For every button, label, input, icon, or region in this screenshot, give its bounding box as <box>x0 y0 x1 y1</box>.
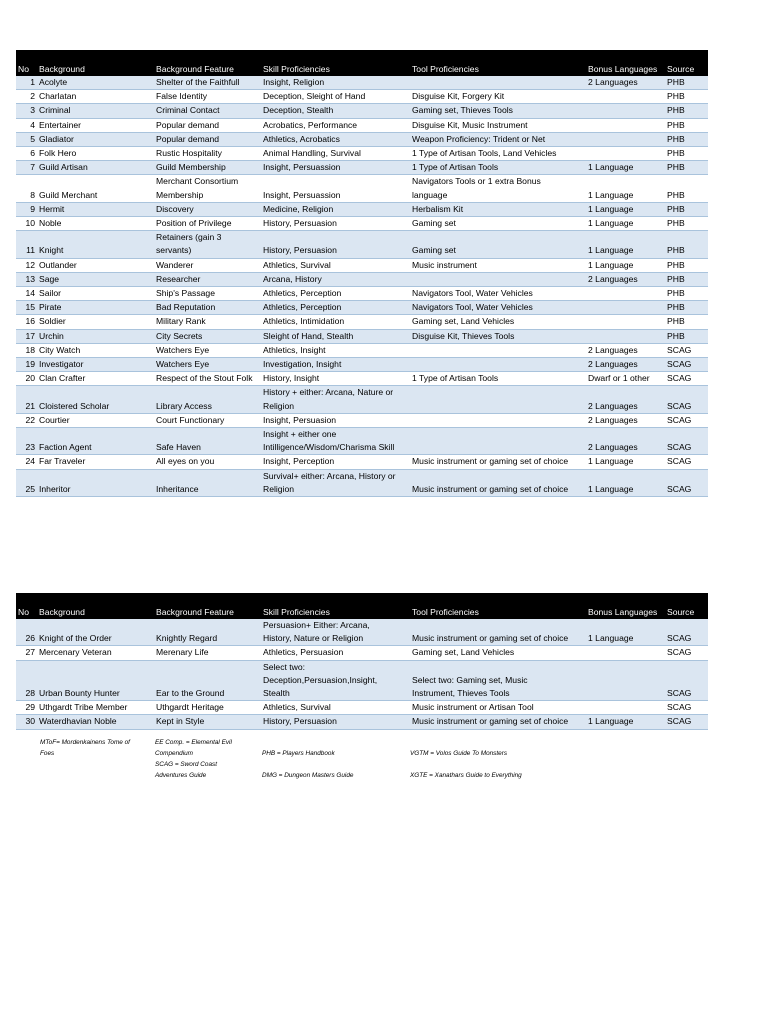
cell-tool-proficiencies <box>410 272 586 286</box>
cell-bonus-languages <box>586 701 665 715</box>
header-bonus-languages: Bonus Languages <box>588 606 658 617</box>
cell-no: 5 <box>16 132 37 146</box>
cell-tool-proficiencies: Herbalism Kit <box>410 202 586 216</box>
cell-bonus-languages <box>586 104 665 118</box>
cell-background-feature: Criminal Contact <box>154 104 261 118</box>
cell-tool-proficiencies <box>410 428 586 455</box>
cell-skill-proficiencies: Athletics, Survival <box>261 701 410 715</box>
cell-skill-proficiencies: Deception, Sleight of Hand <box>261 90 410 104</box>
cell-no: 9 <box>16 202 37 216</box>
cell-background-feature: Ear to the Ground <box>154 660 261 701</box>
cell-skill-proficiencies: Survival+ either: Arcana, History or Religion <box>261 469 410 496</box>
cell-background-feature: Merenary Life <box>154 646 261 660</box>
cell-skill-proficiencies: Investigation, Insight <box>261 358 410 372</box>
cell-bonus-languages: 2 Languages <box>586 343 665 357</box>
table-row <box>16 202 708 216</box>
cell-skill-proficiencies: Insight, Religion <box>261 76 410 90</box>
cell-source: PHB <box>665 147 708 161</box>
cell-bonus-languages <box>586 646 665 660</box>
cell-skill-proficiencies: Insight, Persuassion <box>261 161 410 175</box>
cell-tool-proficiencies: Weapon Proficiency: Trident or Net <box>410 132 586 146</box>
cell-background-feature: Library Access <box>154 386 261 413</box>
cell-background: Gladiator <box>37 132 154 146</box>
cell-background: Soldier <box>37 315 154 329</box>
cell-bonus-languages: 1 Language <box>586 469 665 496</box>
cell-bonus-languages: 2 Languages <box>586 272 665 286</box>
cell-background: Urchin <box>37 329 154 343</box>
table-row <box>16 413 708 427</box>
cell-no: 29 <box>16 701 37 715</box>
table-row <box>16 287 708 301</box>
table-header-row <box>16 50 708 76</box>
cell-tool-proficiencies <box>410 343 586 357</box>
cell-tool-proficiencies: Navigators Tool, Water Vehicles <box>410 287 586 301</box>
header-source: Source <box>667 606 695 617</box>
cell-bonus-languages <box>586 118 665 132</box>
table-row <box>16 428 708 455</box>
cell-bonus-languages <box>586 132 665 146</box>
cell-skill-proficiencies: Athletics, Insight <box>261 343 410 357</box>
table-row <box>16 701 708 715</box>
cell-no: 3 <box>16 104 37 118</box>
table-header-row <box>16 593 708 619</box>
cell-tool-proficiencies: Music instrument or gaming set of choice <box>410 455 586 469</box>
cell-source: SCAG <box>665 358 708 372</box>
cell-background-feature: City Secrets <box>154 329 261 343</box>
cell-tool-proficiencies: 1 Type of Artisan Tools <box>410 372 586 386</box>
cell-background-feature: Respect of the Stout Folk <box>154 372 261 386</box>
table-row <box>16 619 708 646</box>
cell-background-feature: Guild Membership <box>154 161 261 175</box>
cell-background-feature: Ship's Passage <box>154 287 261 301</box>
cell-no: 22 <box>16 413 37 427</box>
cell-bonus-languages: 1 Language <box>586 619 665 646</box>
cell-source: SCAG <box>665 660 708 701</box>
cell-source: SCAG <box>665 469 708 496</box>
cell-background: Mercenary Veteran <box>37 646 154 660</box>
cell-background: Guild Merchant <box>37 175 154 202</box>
cell-tool-proficiencies: Music instrument or gaming set of choice <box>410 715 586 729</box>
cell-background-feature: Rustic Hospitality <box>154 147 261 161</box>
cell-background-feature: Uthgardt Heritage <box>154 701 261 715</box>
cell-background: Knight <box>37 231 154 258</box>
cell-background: Criminal <box>37 104 154 118</box>
table-row <box>16 315 708 329</box>
cell-no: 8 <box>16 175 37 202</box>
cell-skill-proficiencies: Acrobatics, Performance <box>261 118 410 132</box>
table-row <box>16 90 708 104</box>
cell-tool-proficiencies: Disguise Kit, Forgery Kit <box>410 90 586 104</box>
cell-no: 26 <box>16 619 37 646</box>
cell-background: Investigator <box>37 358 154 372</box>
cell-no: 13 <box>16 272 37 286</box>
cell-source: PHB <box>665 231 708 258</box>
cell-background-feature: All eyes on you <box>154 455 261 469</box>
cell-bonus-languages: 1 Language <box>586 455 665 469</box>
cell-skill-proficiencies: Insight + either one Intilligence/Wisdom/Charisma Skill <box>261 428 410 455</box>
cell-no: 21 <box>16 386 37 413</box>
cell-bonus-languages <box>586 301 665 315</box>
table-row <box>16 175 708 202</box>
cell-source: SCAG <box>665 372 708 386</box>
cell-source: SCAG <box>665 619 708 646</box>
header-bonus-languages: Bonus Languages <box>588 63 658 74</box>
cell-no: 16 <box>16 315 37 329</box>
cell-tool-proficiencies: Gaming set, Land Vehicles <box>410 315 586 329</box>
cell-no: 25 <box>16 469 37 496</box>
cell-background-feature: False Identity <box>154 90 261 104</box>
cell-background-feature: Popular demand <box>154 132 261 146</box>
cell-source: PHB <box>665 301 708 315</box>
cell-source: PHB <box>665 315 708 329</box>
cell-skill-proficiencies: Select two: Deception,Persuasion,Insight, Stealth <box>261 660 410 701</box>
cell-background-feature: Inheritance <box>154 469 261 496</box>
table-row <box>16 147 708 161</box>
cell-background: Guild Artisan <box>37 161 154 175</box>
cell-tool-proficiencies <box>410 358 586 372</box>
cell-background: Entertainer <box>37 118 154 132</box>
table-row <box>16 343 708 357</box>
cell-background-feature: Safe Haven <box>154 428 261 455</box>
cell-background-feature: Popular demand <box>154 118 261 132</box>
cell-tool-proficiencies: Gaming set, Land Vehicles <box>410 646 586 660</box>
header-no: No <box>18 606 29 617</box>
cell-background: Urban Bounty Hunter <box>37 660 154 701</box>
cell-tool-proficiencies: Gaming set, Thieves Tools <box>410 104 586 118</box>
cell-skill-proficiencies: Athletics, Persuasion <box>261 646 410 660</box>
cell-no: 14 <box>16 287 37 301</box>
cell-bonus-languages <box>586 90 665 104</box>
cell-bonus-languages: 1 Language <box>586 231 665 258</box>
cell-background-feature: Bad Reputation <box>154 301 261 315</box>
cell-bonus-languages: 2 Languages <box>586 76 665 90</box>
note-xgte: XGTE = Xanathars Guide to Everything <box>410 772 522 779</box>
cell-background: Clan Crafter <box>37 372 154 386</box>
cell-skill-proficiencies: Animal Handling, Survival <box>261 147 410 161</box>
cell-background: Folk Hero <box>37 147 154 161</box>
table-row <box>16 469 708 496</box>
cell-tool-proficiencies: Music instrument <box>410 258 586 272</box>
table-row <box>16 231 708 258</box>
cell-source: PHB <box>665 132 708 146</box>
cell-background: Sage <box>37 272 154 286</box>
cell-tool-proficiencies: Music instrument or gaming set of choice <box>410 619 586 646</box>
cell-skill-proficiencies: Athletics, Acrobatics <box>261 132 410 146</box>
cell-skill-proficiencies: Athletics, Perception <box>261 301 410 315</box>
table-row <box>16 258 708 272</box>
cell-no: 18 <box>16 343 37 357</box>
cell-no: 6 <box>16 147 37 161</box>
cell-source: SCAG <box>665 343 708 357</box>
header-background-feature: Background Feature <box>156 606 234 617</box>
cell-bonus-languages: 1 Language <box>586 175 665 202</box>
table-row <box>16 104 708 118</box>
cell-background-feature: Kept in Style <box>154 715 261 729</box>
cell-no: 30 <box>16 715 37 729</box>
cell-source: PHB <box>665 287 708 301</box>
cell-background-feature: Watchers Eye <box>154 358 261 372</box>
cell-background: Hermit <box>37 202 154 216</box>
cell-background-feature: Watchers Eye <box>154 343 261 357</box>
cell-tool-proficiencies <box>410 386 586 413</box>
cell-bonus-languages <box>586 660 665 701</box>
table-row <box>16 329 708 343</box>
cell-background-feature: Discovery <box>154 202 261 216</box>
cell-source: SCAG <box>665 455 708 469</box>
cell-tool-proficiencies: Music instrument or gaming set of choice <box>410 469 586 496</box>
cell-background: Far Traveler <box>37 455 154 469</box>
cell-skill-proficiencies: History + either: Arcana, Nature or Religion <box>261 386 410 413</box>
table-row <box>16 217 708 231</box>
cell-skill-proficiencies: History, Insight <box>261 372 410 386</box>
cell-bonus-languages: 1 Language <box>586 258 665 272</box>
header-skill-proficiencies: Skill Proficiencies <box>263 63 330 74</box>
cell-bonus-languages: 1 Language <box>586 217 665 231</box>
cell-no: 4 <box>16 118 37 132</box>
cell-source: PHB <box>665 329 708 343</box>
cell-bonus-languages: 2 Languages <box>586 386 665 413</box>
cell-background-feature: Wanderer <box>154 258 261 272</box>
cell-background: Knight of the Order <box>37 619 154 646</box>
cell-no: 1 <box>16 76 37 90</box>
cell-skill-proficiencies: Athletics, Perception <box>261 287 410 301</box>
cell-background: Acolyte <box>37 76 154 90</box>
cell-background: Cloistered Scholar <box>37 386 154 413</box>
cell-tool-proficiencies <box>410 413 586 427</box>
note-ee-scag: EE Comp. = Elemental Evil Compendium SCAG = Sword Coast Adventures Guide <box>155 739 232 779</box>
cell-tool-proficiencies: Music instrument or Artisan Tool <box>410 701 586 715</box>
cell-bonus-languages <box>586 287 665 301</box>
table-row <box>16 161 708 175</box>
cell-tool-proficiencies <box>410 76 586 90</box>
cell-no: 23 <box>16 428 37 455</box>
table-row <box>16 301 708 315</box>
cell-tool-proficiencies: 1 Type of Artisan Tools, Land Vehicles <box>410 147 586 161</box>
cell-source: PHB <box>665 161 708 175</box>
table-row <box>16 118 708 132</box>
table-row <box>16 646 708 660</box>
cell-background: Sailor <box>37 287 154 301</box>
cell-source: PHB <box>665 175 708 202</box>
header-skill-proficiencies: Skill Proficiencies <box>263 606 330 617</box>
cell-tool-proficiencies: Navigators Tool, Water Vehicles <box>410 301 586 315</box>
table-row <box>16 455 708 469</box>
table-row <box>16 76 708 90</box>
cell-bonus-languages: 2 Languages <box>586 358 665 372</box>
cell-skill-proficiencies: Insight, Perception <box>261 455 410 469</box>
cell-tool-proficiencies: Gaming set <box>410 217 586 231</box>
note-vgtm: VGTM = Volos Guide To Monsters <box>410 750 508 757</box>
header-background: Background <box>39 606 85 617</box>
cell-tool-proficiencies: Select two: Gaming set, Music Instrument, Thieves Tools <box>410 660 586 701</box>
cell-source: SCAG <box>665 428 708 455</box>
cell-skill-proficiencies: Medicine, Religion <box>261 202 410 216</box>
cell-background: Outlander <box>37 258 154 272</box>
cell-source: PHB <box>665 217 708 231</box>
cell-no: 2 <box>16 90 37 104</box>
note-dmg: DMG = Dungeon Masters Guide <box>262 772 354 779</box>
backgrounds-table-2 <box>16 593 708 730</box>
cell-no: 24 <box>16 455 37 469</box>
cell-skill-proficiencies: History, Persuasion <box>261 231 410 258</box>
cell-background: Uthgardt Tribe Member <box>37 701 154 715</box>
cell-skill-proficiencies: History, Persuasion <box>261 715 410 729</box>
cell-skill-proficiencies: History, Persuasion <box>261 217 410 231</box>
cell-background-feature: Knightly Regard <box>154 619 261 646</box>
cell-no: 12 <box>16 258 37 272</box>
cell-tool-proficiencies: Gaming set <box>410 231 586 258</box>
cell-background-feature: Retainers (gain 3 servants) <box>154 231 261 258</box>
cell-background-feature: Military Rank <box>154 315 261 329</box>
cell-background-feature: Position of Privilege <box>154 217 261 231</box>
cell-source: SCAG <box>665 413 708 427</box>
header-source: Source <box>667 63 695 74</box>
cell-source: SCAG <box>665 646 708 660</box>
backgrounds-table-1 <box>16 50 708 497</box>
cell-skill-proficiencies: Persuasion+ Either: Arcana, History, Nature or Religion <box>261 619 410 646</box>
cell-bonus-languages <box>586 147 665 161</box>
cell-bonus-languages <box>586 329 665 343</box>
cell-background: Waterdhavian Noble <box>37 715 154 729</box>
cell-source: PHB <box>665 272 708 286</box>
cell-background: Pirate <box>37 301 154 315</box>
cell-no: 11 <box>16 231 37 258</box>
cell-bonus-languages: Dwarf or 1 other <box>586 372 665 386</box>
cell-source: SCAG <box>665 386 708 413</box>
cell-no: 28 <box>16 660 37 701</box>
header-tool-proficiencies: Tool Proficiencies <box>412 63 479 74</box>
cell-background: Noble <box>37 217 154 231</box>
cell-tool-proficiencies: Navigators Tools or 1 extra Bonus language <box>410 175 586 202</box>
cell-source: PHB <box>665 104 708 118</box>
cell-skill-proficiencies: Insight, Persuasion <box>261 413 410 427</box>
table-row <box>16 132 708 146</box>
cell-bonus-languages: 1 Language <box>586 161 665 175</box>
table-row <box>16 358 708 372</box>
cell-skill-proficiencies: Athletics, Intimidation <box>261 315 410 329</box>
cell-background: Inheritor <box>37 469 154 496</box>
cell-tool-proficiencies: Disguise Kit, Thieves Tools <box>410 329 586 343</box>
header-tool-proficiencies: Tool Proficiencies <box>412 606 479 617</box>
cell-no: 20 <box>16 372 37 386</box>
cell-source: PHB <box>665 258 708 272</box>
cell-no: 15 <box>16 301 37 315</box>
cell-background: City Watch <box>37 343 154 357</box>
cell-no: 7 <box>16 161 37 175</box>
cell-skill-proficiencies: Deception, Stealth <box>261 104 410 118</box>
cell-source: PHB <box>665 90 708 104</box>
cell-source: PHB <box>665 202 708 216</box>
table-row <box>16 386 708 413</box>
cell-bonus-languages: 2 Languages <box>586 413 665 427</box>
header-background-feature: Background Feature <box>156 63 234 74</box>
cell-background-feature: Court Functionary <box>154 413 261 427</box>
cell-source: SCAG <box>665 701 708 715</box>
cell-no: 19 <box>16 358 37 372</box>
cell-background: Charlatan <box>37 90 154 104</box>
cell-source: PHB <box>665 76 708 90</box>
header-background: Background <box>39 63 85 74</box>
cell-bonus-languages <box>586 315 665 329</box>
cell-no: 27 <box>16 646 37 660</box>
cell-bonus-languages: 2 Languages <box>586 428 665 455</box>
table-row <box>16 372 708 386</box>
cell-skill-proficiencies: Insight, Persuassion <box>261 175 410 202</box>
cell-background: Faction Agent <box>37 428 154 455</box>
cell-tool-proficiencies: Disguise Kit, Music Instrument <box>410 118 586 132</box>
cell-bonus-languages: 1 Language <box>586 202 665 216</box>
note-mtof: MToF= Mordenkainens Tome of Foes <box>40 739 130 757</box>
cell-source: PHB <box>665 118 708 132</box>
cell-bonus-languages: 1 Language <box>586 715 665 729</box>
table-row <box>16 272 708 286</box>
table-row <box>16 715 708 729</box>
cell-background-feature: Merchant Consortium Membership <box>154 175 261 202</box>
cell-no: 10 <box>16 217 37 231</box>
cell-skill-proficiencies: Athletics, Survival <box>261 258 410 272</box>
cell-background-feature: Shelter of the Faithfull <box>154 76 261 90</box>
cell-background-feature: Researcher <box>154 272 261 286</box>
cell-no: 17 <box>16 329 37 343</box>
cell-skill-proficiencies: Arcana, History <box>261 272 410 286</box>
header-no: No <box>18 63 29 74</box>
cell-source: SCAG <box>665 715 708 729</box>
cell-skill-proficiencies: Sleight of Hand, Stealth <box>261 329 410 343</box>
cell-tool-proficiencies: 1 Type of Artisan Tools <box>410 161 586 175</box>
table-row <box>16 660 708 701</box>
cell-background: Courtier <box>37 413 154 427</box>
note-phb: PHB = Players Handbook <box>262 750 335 757</box>
